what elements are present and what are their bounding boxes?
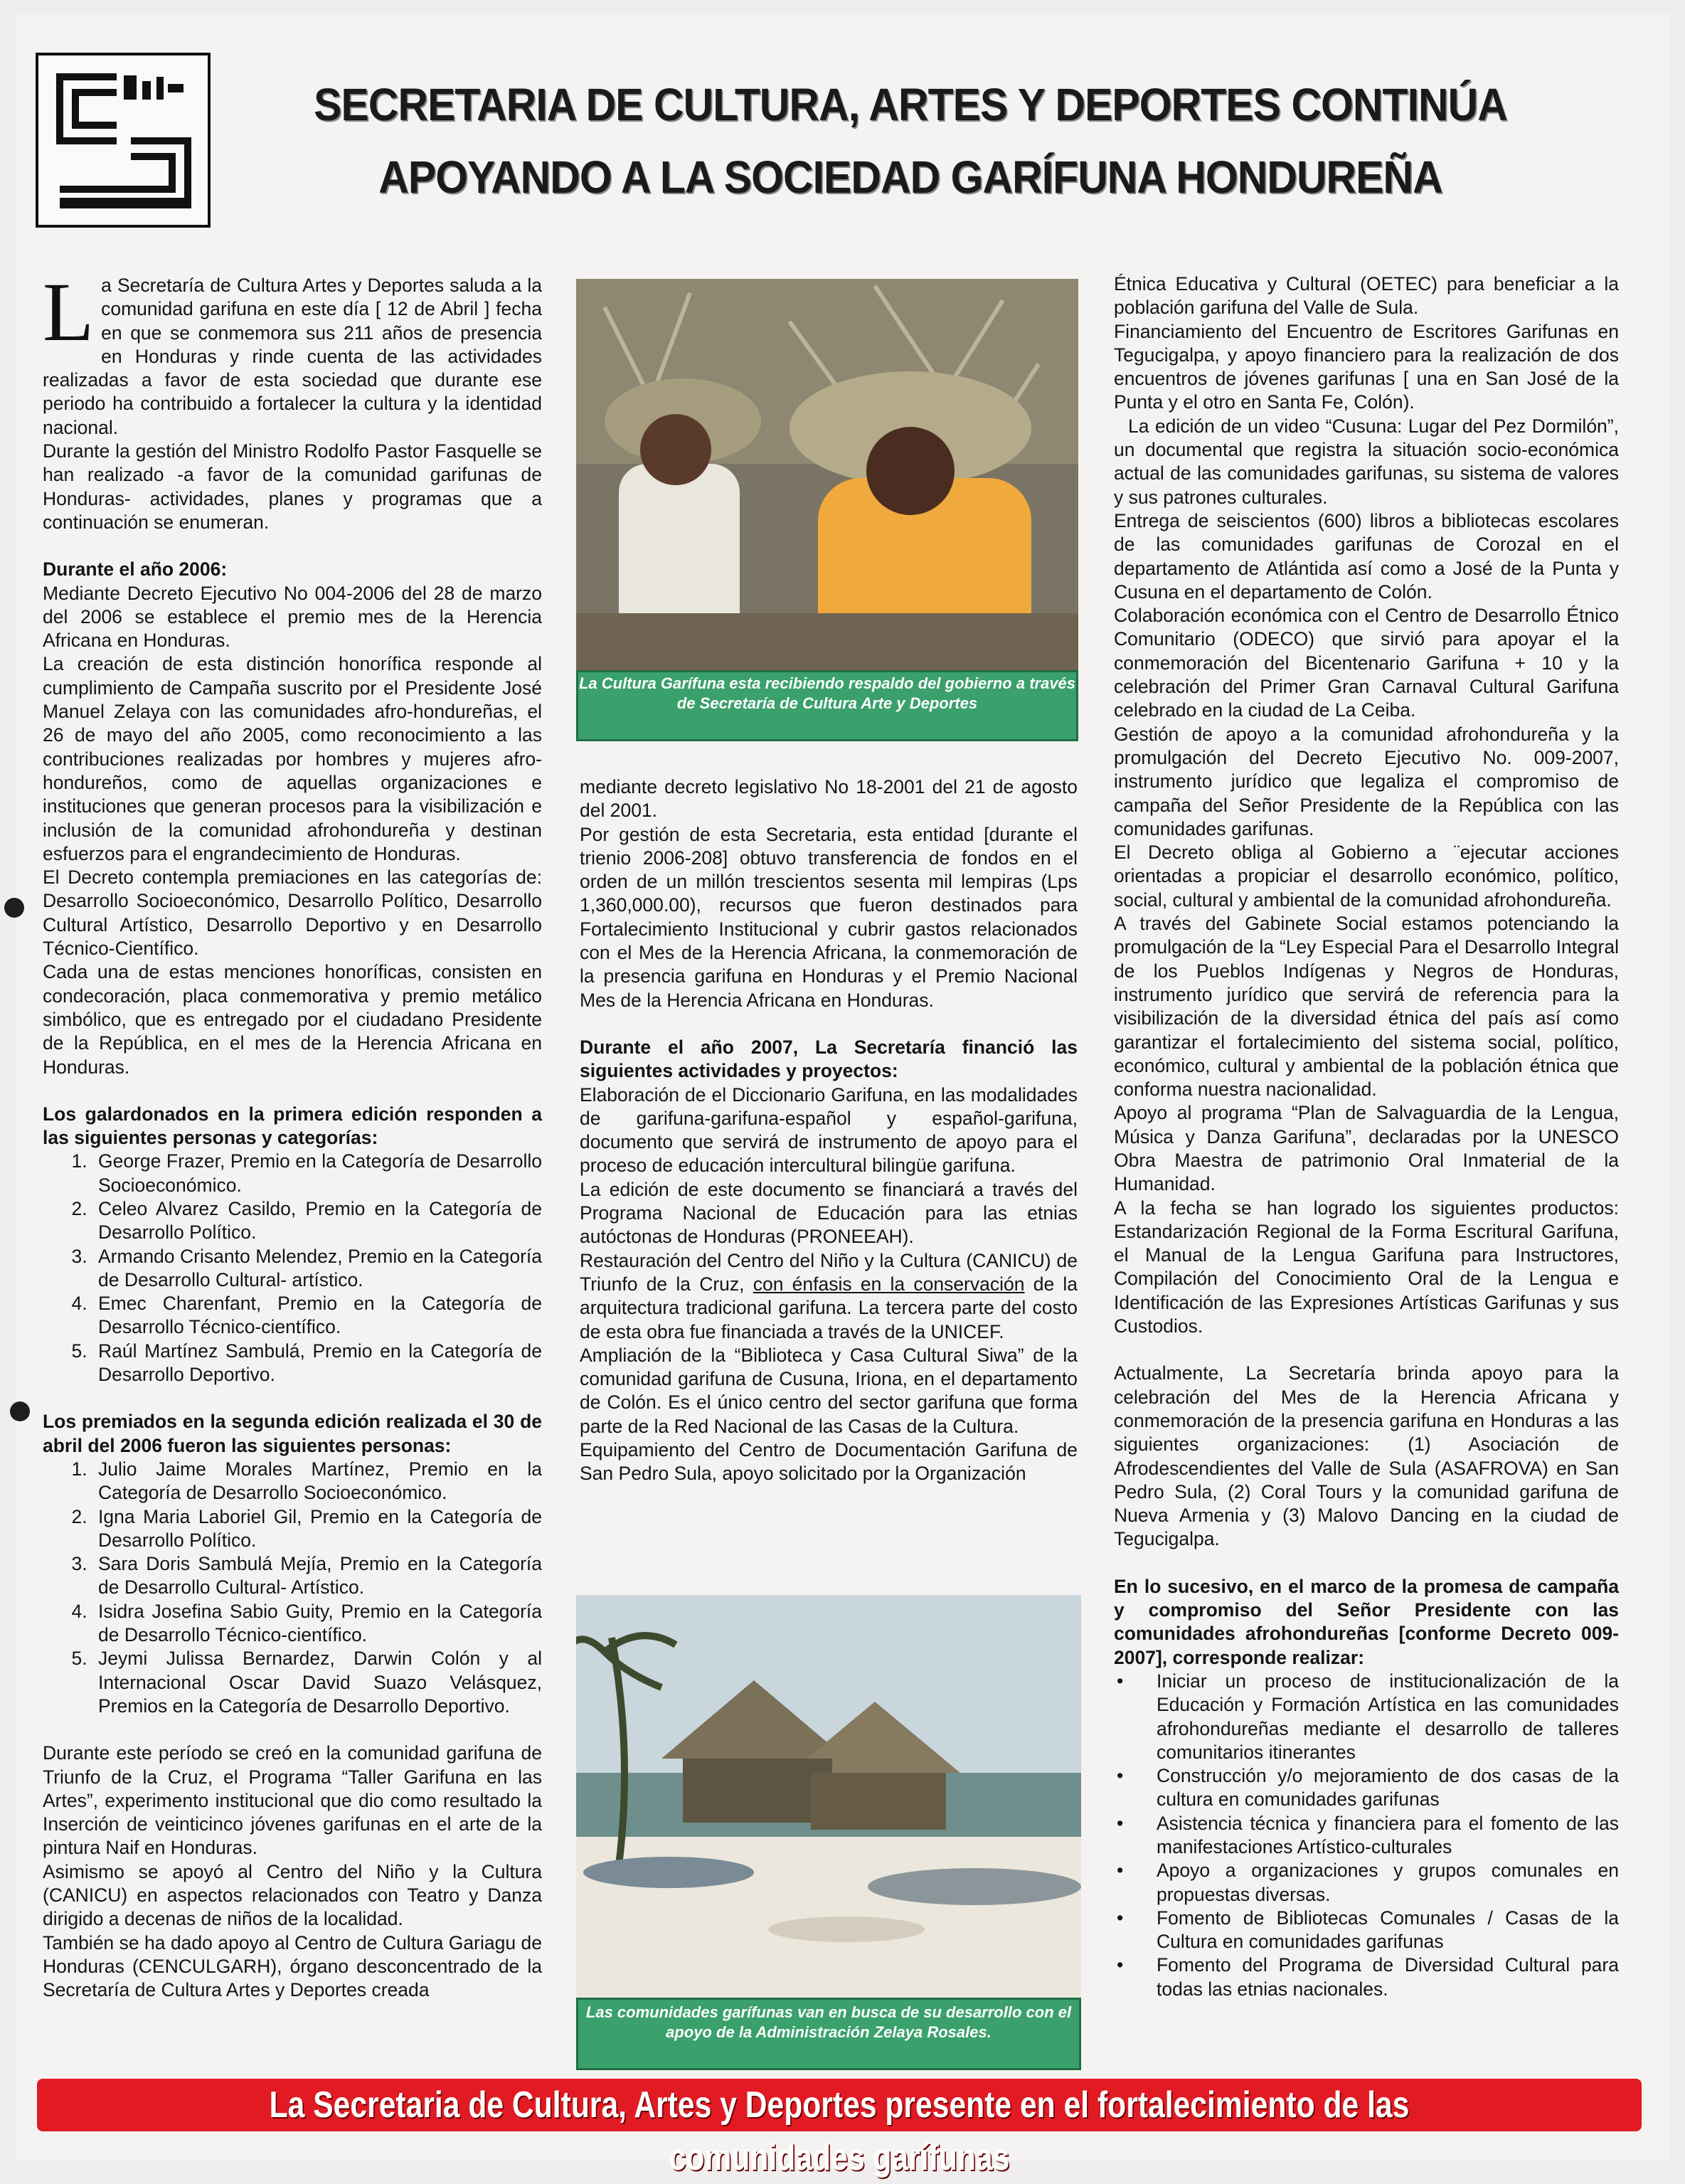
paragraph: La edición de este documento se financiará a través del Programa Nacional de Educación para las etnias autóctonas de Honduras (PRONEEAH). <box>580 1178 1078 1248</box>
intro-paragraph <box>43 265 542 440</box>
paragraph: La edición de un video “Cusuna: Lugar del Pez Dormilón”, un documental que registra la situación socio-económica actual de las comunidades garifunas, su sistema de valores y sus patrones culturales. <box>1114 415 1619 508</box>
paragraph: Elaboración de el Diccionario Garifuna, en las modalidades de garifuna-garifuna-español y español-garifuna, documento que servirá de instrumento de apoyo para el proceso de educación intercultural bilingüe garifuna. <box>580 1083 1078 1177</box>
list-item: 5. Jeymi Julissa Bernardez, Darwin Colón y al Internacional Oscar David Suazo Velásquez, Premios en la Categoría de Desarrollo Deportivo. <box>92 1647 542 1718</box>
punch-hole-bottom <box>10 1401 30 1421</box>
column-2 <box>580 775 1078 1486</box>
first-edition-list <box>43 1150 542 1387</box>
section-heading-2007: Durante el año 2007, La Secretaría financió las siguientes actividades y proyectos: <box>580 1036 1078 1082</box>
column-1 <box>43 265 542 2002</box>
paragraph: Mediante Decreto Ejecutivo No 004-2006 del 28 de marzo del 2006 se establece el premio mes de la Herencia Africana en Honduras. <box>43 582 542 652</box>
paragraph: A través del Gabinete Social estamos potenciando la promulgación de la “Ley Especial Para el Desarrollo Integral de los Pueblos Indígenas y Negros de Honduras, instrumento jurídico que servirá de referencia para la visibilización de la diversidad étnica del país así como garantizar el fortalecimiento del sistema social, político, económico, cultural y ambiental de la población étnica que conforma nuestra nacionalidad. <box>1114 913 1619 1101</box>
paragraph: Actualmente, La Secretaría brinda apoyo para la celebración del Mes de la Herencia Africana y conmemoración de la presencia garifuna en Honduras a las siguientes organizaciones: (1) Asociación de Afrodescendientes del Valle de Sula (ASAFROVA) en San Pedro Sula, (2) Coral Tours y la comunidad garifuna de Nueva Armenia y (3) Malovo Dancing en la ciudad de Tegucigalpa. <box>1114 1362 1619 1550</box>
ministry-logo <box>36 53 211 228</box>
photo-garifuna-dancers <box>576 279 1078 670</box>
paragraph: Entrega de seiscientos (600) libros a bibliotecas escolares de las comunidades garifunas de Corozal en el departamento de Atlántida así como a José de la Punta y Cusuna en el departamento de Colón. <box>1114 509 1619 603</box>
paragraph: Cada una de estas menciones honoríficas, consisten en condecoración, placa conmemorativa y premio metálico simbólico, que es entregado por el ciudadano Presidente de la República, en el mes de la Herencia Africana en Honduras. <box>43 961 542 1078</box>
future-actions-list <box>1114 1670 1619 2001</box>
photo-garifuna-beach-village <box>576 1595 1081 1998</box>
text-run: Restauración del Centro del Niño y la Cultura (CANICU) de Triunfo de la Cruz, <box>580 1249 1078 1295</box>
paragraph: Durante la gestión del Ministro Rodolfo Pastor Fasquelle se han realizado -a favor de la comunidad garifunas de Honduras- actividades, planes y programas que a continuación se enumeran. <box>43 440 542 533</box>
first-edition-heading: Los galardonados en la primera edición responden a las siguientes personas y categorías: <box>43 1103 542 1149</box>
footer-slogan: La Secretaria de Cultura, Artes y Deportes presente en el fortalecimiento de las comunidades garífunas <box>269 2084 1410 2178</box>
list-item: 2. Igna Maria Laboriel Gil, Premio en la Categoría de Desarrollo Político. <box>92 1505 542 1553</box>
photo-caption-1: La Cultura Garífuna esta recibiendo respaldo del gobierno a través de Secretaría de Cultura Arte y Deportes <box>576 670 1078 741</box>
paragraph <box>580 1249 1078 1344</box>
paragraph: Gestión de apoyo a la comunidad afrohondureña y la promulgación del Decreto Ejecutivo No. 009-2007, instrumento jurídico que legaliza el compromiso de campaña del Señor Presidente de la República con las comunidades garifunas. <box>1114 723 1619 839</box>
paragraph: Ampliación de la “Biblioteca y Casa Cultural Siwa” de la comunidad garifuna de Cusuna, Iriona, en el departamento de Colón. Es el único centro del sector garifuna que forma parte de la Red Nacional de las Casas de la Cultura. <box>580 1344 1078 1437</box>
second-edition-list <box>43 1458 542 1718</box>
paragraph: Asimismo se apoyó al Centro del Niño y la Cultura (CANICU) en aspectos relacionados con Teatro y Danza dirigido a decenas de niños de la localidad. <box>43 1860 542 1930</box>
list-item: • Construcción y/o mejoramiento de dos casas de la cultura en comunidades garifunas <box>1157 1764 1619 1812</box>
cs-logo-icon <box>38 55 208 225</box>
section-heading-2006: Durante el año 2006: <box>43 558 228 581</box>
paragraph: mediante decreto legislativo No 18-2001 del 21 de agosto del 2001. <box>580 776 1078 822</box>
paragraph: El Decreto obliga al Gobierno a ¨ejecutar acciones orientadas a propiciar el desarrollo económico, político, social, cultural y ambiental de la comunidad afrohondureña. <box>1114 842 1619 911</box>
list-item: • Apoyo a organizaciones y grupos comunales en propuestas diversas. <box>1157 1859 1619 1907</box>
text-run: de la arquitectura tradicional garifuna. La tercera parte del costo de esta obra fue financiada a través de la UNICEF. <box>580 1273 1078 1342</box>
paragraph: Apoyo al programa “Plan de Salvaguardia de la Lengua, Música y Danza Garifuna”, declaradas por la UNESCO Obra Maestra de patrimonio Oral Inmaterial de la Humanidad. <box>1114 1102 1619 1195</box>
footer-banner <box>37 2079 1642 2178</box>
column-3 <box>1114 272 1619 2001</box>
list-item: 1. George Frazer, Premio en la Categoría de Desarrollo Socioeconómico. <box>92 1150 542 1197</box>
list-item: • Fomento del Programa de Diversidad Cultural para todas las etnias nacionales. <box>1157 1954 1619 2001</box>
paragraph: Étnica Educativa y Cultural (OETEC) para beneficiar a la población garifuna del Valle de Sula. <box>1114 273 1619 319</box>
drop-cap: L <box>43 265 95 359</box>
paragraph: A la fecha se han logrado los siguientes productos: Estandarización Regional de la Forma Escritural Garifuna, el Manual de la Lengua Garifuna para Instructores, Compilación del Conocimiento Oral de la Lengua e Identificación de las Expresiones Artísticas Garifunas y sus Custodios. <box>1114 1197 1619 1337</box>
list-item: 1. Julio Jaime Morales Martínez, Premio en la Categoría de Desarrollo Socioeconómico. <box>92 1458 542 1505</box>
paragraph: La creación de esta distinción honorífica responde al cumplimiento de Campaña suscrito por el Presidente José Manuel Zelaya con las comunidades afro-hondureñas, el 26 de mayo del año 2005, como reconocimiento a las contribuciones realizadas por hombres y mujeres afro-hondureños, como de aquellas organizaciones e instituciones que generan procesos para la visibilización e inclusión de la comunidad afrohondureña y destinan esfuerzos para el engrandecimiento de Honduras. <box>43 653 542 864</box>
beach-photo-icon <box>576 1595 1081 1998</box>
paragraph: El Decreto contempla premiaciones en las categorías de: Desarrollo Socioeconómico, Desarrollo Político, Desarrollo Cultural Artístico, Desarrollo Deportivo y en Desarrollo Técnico-Científico. <box>43 866 542 960</box>
second-edition-heading: Los premiados en la segunda edición realizada el 30 de abril del 2006 fueron las siguientes personas: <box>43 1411 542 1456</box>
underlined-text: con énfasis en la conservación <box>753 1273 1025 1295</box>
dancers-photo-icon <box>576 279 1078 670</box>
list-item: 2. Celeo Alvarez Casildo, Premio en la Categoría de Desarrollo Político. <box>92 1197 542 1245</box>
intro-text: a Secretaría de Cultura Artes y Deportes saluda a la comunidad garifuna en este día [ 12 de Abril ] fecha en que se conmemora sus 211 años de presencia en Honduras y rinde cuenta de las actividades realizadas a favor de esta sociedad que durante ese periodo ha contribuido a fortalecer la cultura y la identidad nacional. <box>43 275 542 438</box>
list-item: 4. Emec Charenfant, Premio en la Categoría de Desarrollo Técnico-científico. <box>92 1292 542 1340</box>
paragraph: Durante este período se creó en la comunidad garifuna de Triunfo de la Cruz, el Programa “Taller Garifuna en las Artes”, experimento institucional que dio como resultado la Inserción de veinticinco jóvenes garifunas en el arte de la pintura Naif en Honduras. <box>43 1742 542 1859</box>
paragraph: Colaboración económica con el Centro de Desarrollo Étnico Comunitario (ODECO) que sirvió para apoyar el la conmemoración del Bicentenario Garifuna + 10 y la celebración del Primer Gran Carnaval Cultural Garifuna celebrado en la ciudad de La Ceiba. <box>1114 605 1619 721</box>
paragraph: Financiamiento del Encuentro de Escritores Garifunas en Tegucigalpa, y apoyo financiero para la realización de dos encuentros de jóvenes garifunas [ una en San José de la Punta y el otro en Santa Fe, Colón). <box>1114 320 1619 413</box>
list-item: 4. Isidra Josefina Sabio Guity, Premio en la Categoría de Desarrollo Técnico-científico. <box>92 1600 542 1648</box>
headline-line-1: SECRETARIA DE CULTURA, ARTES Y DEPORTES CONTINÚA <box>314 79 1507 130</box>
list-item: 3. Armando Crisanto Melendez, Premio en la Categoría de Desarrollo Cultural- artístico. <box>92 1245 542 1293</box>
list-item: 3. Sara Doris Sambulá Mejía, Premio en la Categoría de Desarrollo Cultural- Artístico. <box>92 1552 542 1600</box>
paragraph: También se ha dado apoyo al Centro de Cultura Gariagu de Honduras (CENCULGARH), órgano desconcentrado de la Secretaría de Cultura Artes y Deportes creada <box>43 1931 542 2001</box>
list-item: • Fomento de Bibliotecas Comunales / Casas de la Cultura en comunidades garifunas <box>1157 1907 1619 1954</box>
list-item: • Iniciar un proceso de institucionalización de la Educación y Formación Artística en las comunidades afrohondureñas mediante el desarrollo de talleres comunitarios itinerantes <box>1157 1670 1619 1764</box>
headline-line-2: APOYANDO A LA SOCIEDAD GARÍFUNA HONDUREÑA <box>378 152 1442 203</box>
future-actions-heading: En lo sucesivo, en el marco de la promesa de campaña y compromiso del Señor Presidente con las comunidades afrohondureñas [conforme Decreto 009-2007], corresponde realizar: <box>1114 1575 1619 1668</box>
photo-caption-2: Las comunidades garífunas van en busca de su desarrollo con el apoyo de la Administración Zelaya Rosales. <box>576 1998 1081 2070</box>
list-item: 5. Raúl Martínez Sambulá, Premio en la Categoría de Desarrollo Deportivo. <box>92 1340 542 1387</box>
list-item: • Asistencia técnica y financiera para el fomento de las manifestaciones Artístico-culturales <box>1157 1812 1619 1860</box>
punch-hole-top <box>4 898 24 918</box>
headline <box>289 68 1532 213</box>
paragraph: Equipamiento del Centro de Documentación Garifuna de San Pedro Sula, apoyo solicitado por la Organización <box>580 1439 1078 1485</box>
paragraph: Por gestión de esta Secretaria, esta entidad [durante el trienio 2006-208] obtuvo transferencia de fondos en el orden de un millón trescientos sesenta mil lempiras (Lps 1,360,000.00), recursos que fueron destinados para Fortalecimiento Institucional y cubrir gastos relacionados con el Mes de la Herencia Africana, la conmemoración de la presencia garifuna en Honduras y el Premio Nacional Mes de la Herencia Africana en Honduras. <box>580 823 1078 1011</box>
